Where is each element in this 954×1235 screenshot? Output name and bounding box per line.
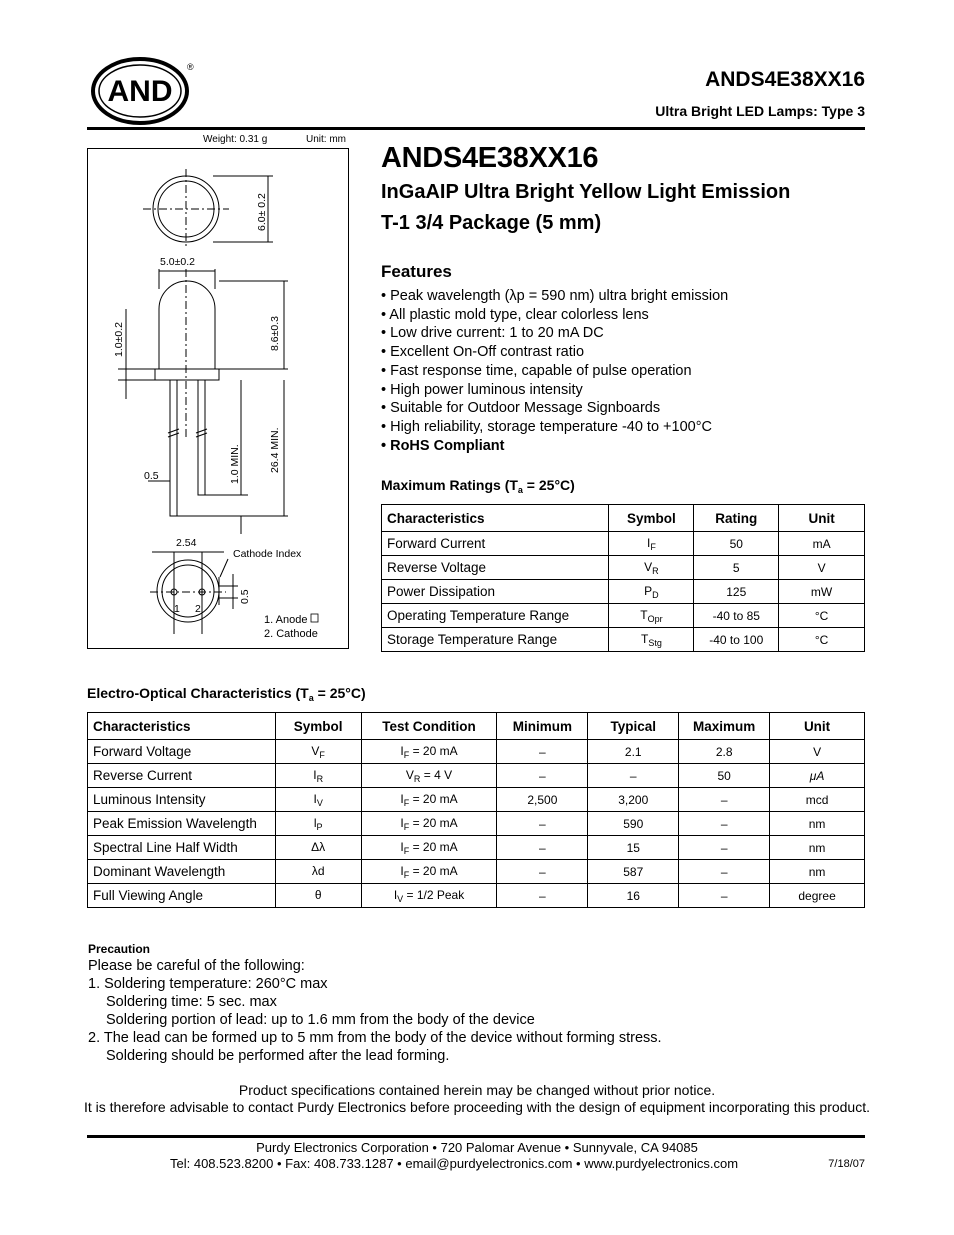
table-row: Power Dissipation $P_D$ 125 mW xyxy=(382,580,865,604)
feature-item-rohs: • RoHS Compliant xyxy=(381,437,505,454)
feature-item: • Suitable for Outdoor Message Signboards xyxy=(381,400,661,417)
column-header: Characteristics xyxy=(88,713,276,740)
table-row: Forward Current $I_F$ 50 mA xyxy=(382,532,865,556)
feature-item: • Low drive current: 1 to 20 mA DC xyxy=(381,325,604,342)
column-header: Test Condition xyxy=(361,713,497,740)
feature-item: • Excellent On-Off contrast ratio xyxy=(381,344,585,361)
bottom-view xyxy=(150,552,238,634)
logo-registered-mark: ® xyxy=(187,62,194,72)
dim-height: 8.6±0.3 xyxy=(269,316,281,351)
column-header: Rating xyxy=(694,505,779,532)
footer-rule xyxy=(87,1135,865,1138)
max-ratings-table xyxy=(381,504,865,652)
pin-legend-anode: 1. Anode xyxy=(264,614,308,626)
column-header: Unit xyxy=(770,713,865,740)
dim-top-diameter: 6.0± 0.2 xyxy=(256,193,268,231)
table-row: Luminous Intensity $I_V$ $I_F = 20$ mA 2,500 3,200 – mcd xyxy=(88,788,865,812)
footer-contact: Tel: 408.523.8200 • Fax: 408.733.1287 • email@purdyelectronics.com • www.purdyelectronics.com xyxy=(170,1156,739,1171)
table-row: Reverse Current $I_R$ $V_R = 4$ V – – 50 μA xyxy=(88,764,865,788)
notice-line-2: It is therefore advisable to contact Purdy Electronics before proceeding with the design of equipment incorporating this product. xyxy=(83,1099,870,1115)
legend-box-icon xyxy=(311,614,318,622)
precaution-heading: Precaution xyxy=(88,942,151,956)
column-header: Symbol xyxy=(609,505,694,532)
column-header: Typical xyxy=(588,713,679,740)
feature-item: • Fast response time, capable of pulse operation xyxy=(381,362,692,379)
table-row: Forward Voltage $V_F$ $I_F = 20$ mA – 2.1 2.8 V xyxy=(88,740,865,764)
dim-flange: 1.0±0.2 xyxy=(113,322,125,357)
side-view xyxy=(118,269,288,534)
table-row: Dominant Wavelength λd $I_F = 20$ mA – 587 – nm xyxy=(88,860,865,884)
package-description: T-1 3/4 Package (5 mm) xyxy=(381,212,602,234)
electro-optical-table xyxy=(87,712,865,908)
table-row: Spectral Line Half Width Δλ $I_F = 20$ mA – 15 – nm xyxy=(88,836,865,860)
column-header: Minimum xyxy=(497,713,588,740)
dimension-drawing-svg xyxy=(88,149,350,650)
dimension-drawing xyxy=(87,148,349,649)
table-header-row xyxy=(88,713,865,740)
product-description: InGaAIP Ultra Bright Yellow Light Emission xyxy=(381,181,791,203)
table-row: Reverse Voltage $V_R$ 5 V xyxy=(382,556,865,580)
table-row: Peak Emission Wavelength $l_P$ $I_F = 20$ mA – 590 – nm xyxy=(88,812,865,836)
precaution-line: 1. Soldering temperature: 260°C max xyxy=(88,976,328,992)
features-heading: Features xyxy=(381,262,452,281)
dim-width: 5.0±0.2 xyxy=(160,256,195,268)
table-row: Storage Temperature Range $T_{Stg}$ -40 to 100 °C xyxy=(382,628,865,652)
feature-item: • High reliability, storage temperature -40 to +100°C xyxy=(381,418,712,435)
cathode-index-label: Cathode Index xyxy=(233,548,302,560)
precaution-line: Soldering should be performed after the lead forming. xyxy=(106,1048,450,1064)
precaution-line: Soldering time: 5 sec. max xyxy=(106,994,277,1010)
feature-item: • Peak wavelength (λp = 590 nm) ultra bright emission xyxy=(381,288,729,304)
table-header-row xyxy=(382,505,865,532)
notice-line-1: Product specifications contained herein may be changed without prior notice. xyxy=(238,1082,716,1098)
header-rule xyxy=(87,127,865,130)
and-logo xyxy=(90,56,202,126)
electro-optical-heading: Electro-Optical Characteristics $(T_a = 25^\circ C)$ xyxy=(87,685,366,703)
header-subtitle: Ultra Bright LED Lamps: Type 3 xyxy=(655,103,865,119)
precaution-line: 2. The lead can be formed up to 5 mm from the body of the device without forming stress. xyxy=(88,1030,662,1046)
top-view xyxy=(143,169,273,249)
dim-offset: 0.5 xyxy=(239,589,251,604)
pin-2-label: 2 xyxy=(195,603,201,615)
dim-pitch: 2.54 xyxy=(176,537,197,549)
footer-date: 7/18/07 xyxy=(828,1158,865,1170)
table-row: Full Viewing Angle θ $I_V = 1/2$ Peak – 16 – degree xyxy=(88,884,865,908)
pin-1-label: 1 xyxy=(174,603,180,615)
dim-lead-min: 1.0 MIN. xyxy=(229,444,241,484)
feature-item: • High power luminous intensity xyxy=(381,381,583,398)
column-header: Maximum xyxy=(679,713,770,740)
precaution-line: Soldering portion of lead: up to 1.6 mm from the body of the device xyxy=(106,1012,535,1028)
pin-legend-cathode: 2. Cathode xyxy=(264,628,318,640)
feature-item: • All plastic mold type, clear colorless lens xyxy=(381,306,649,323)
logo-text: AND xyxy=(107,75,173,108)
precaution-text xyxy=(88,957,662,1065)
column-header: Characteristics xyxy=(382,505,609,532)
dim-lead-width: 0.5 xyxy=(144,470,159,482)
header-part-number: ANDS4E38XX16 xyxy=(705,68,865,91)
column-header: Unit xyxy=(779,505,865,532)
features-list xyxy=(381,287,728,455)
page-title: ANDS4E38XX16 xyxy=(381,142,599,174)
table-row: Operating Temperature Range $T_{Opr}$ -40 to 85 °C xyxy=(382,604,865,628)
footer-address: Purdy Electronics Corporation • 720 Palomar Avenue • Sunnyvale, CA 94085 xyxy=(256,1140,698,1155)
drawing-unit: Unit: mm xyxy=(306,134,346,145)
column-header: Symbol xyxy=(275,713,361,740)
max-ratings-heading: Maximum Ratings $(T_a = 25^\circ C)$ xyxy=(381,477,575,495)
precaution-line: Please be careful of the following: xyxy=(88,958,305,974)
drawing-weight: Weight: 0.31 g xyxy=(203,134,268,145)
dim-lead-length: 26.4 MIN. xyxy=(269,427,281,473)
